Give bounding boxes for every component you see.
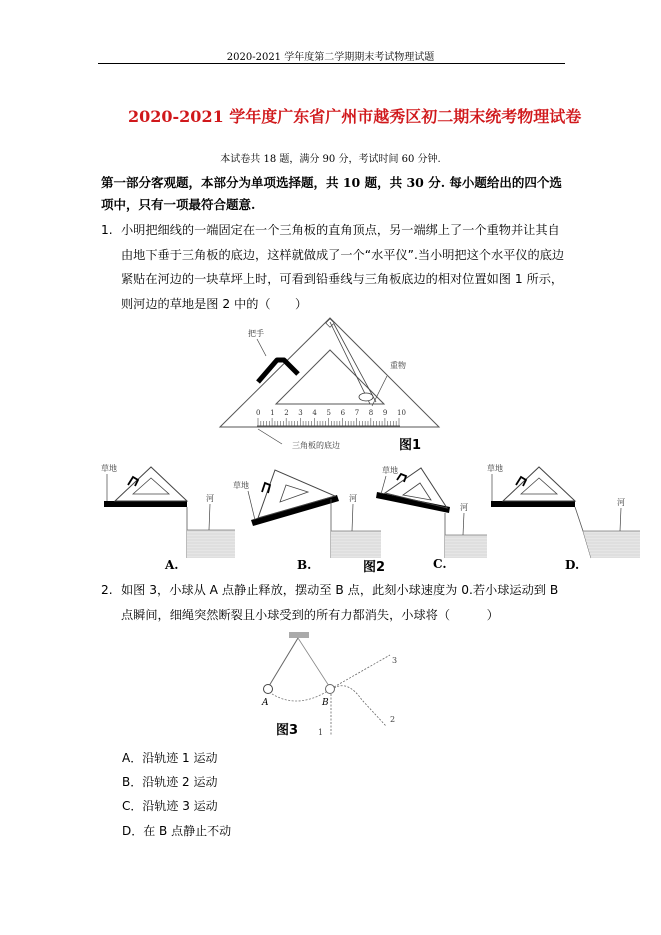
river-water: [187, 530, 235, 558]
option-d: D．在 B 点静止不动: [122, 824, 232, 838]
handle-icon: [258, 360, 298, 382]
figure-1-caption: 图1: [399, 438, 422, 453]
label-river: 河: [460, 503, 468, 512]
triangle: [503, 467, 575, 501]
river-water: [445, 535, 487, 558]
label-b: B: [322, 698, 329, 708]
option-b: B．沿轨迹 2 运动: [122, 775, 218, 789]
figure-2-caption: 图2: [363, 560, 386, 573]
label-weight: 重物: [390, 361, 406, 370]
figure-3: [240, 628, 420, 743]
ruler-tick-label: 2: [284, 409, 289, 417]
river-pointer: [209, 504, 210, 530]
path-label-2: 2: [390, 715, 396, 724]
label-handle: 把手: [248, 329, 264, 338]
choice-b-diagram: [233, 470, 381, 572]
river-pointer: [352, 504, 353, 531]
page-title: 2020-2021 学年度广东省广州市越秀区初二期末统考物理试卷: [128, 107, 582, 126]
right-angle-mark: [326, 319, 334, 327]
ruler-tick-label: 3: [298, 409, 303, 417]
ruler-ticks: [258, 418, 399, 426]
handle-pointer: [257, 339, 266, 356]
base-pointer: [258, 429, 282, 444]
question-text: 小明把细线的一端固定在一个三角板的直角顶点，另一端绑上了一个重物并让其自由地下垂于三角板的底边，这样就做成了一个“水平仪”.当小明把这个水平仪的底边紧贴在河边的一块草坪上时，可看到铅垂线与三角板底边的相对位置如图 1 所示，则河边的草地是图 2 中的（ ）: [121, 223, 565, 311]
ruler-tick-label: 8: [368, 409, 374, 417]
ball-a: [264, 685, 273, 694]
ruler-tick-label: 7: [354, 409, 360, 417]
ruler-tick-label: 5: [326, 409, 331, 417]
grass-bar: [104, 501, 187, 507]
grass-pointer: [381, 476, 386, 494]
triangle-inner: [403, 483, 431, 500]
question-text: 如图 3，小球从 A 点静止释放，摆动至 B 点，此刻小球速度为 0.若小球运动到 B 点瞬间，细绳突然断裂且小球受到的所有力都消失，小球将（ ）: [121, 583, 559, 622]
figure-1: [200, 312, 460, 462]
grass-pointer: [248, 491, 255, 520]
swing-arc: [269, 692, 326, 701]
figure-2: [95, 458, 640, 573]
river-pointer: [463, 513, 464, 535]
label-base: 三角板的底边: [292, 441, 340, 450]
path-label-1: 1: [318, 728, 324, 737]
path-3: [334, 655, 390, 687]
river-water: [331, 531, 381, 558]
section-heading: 第一部分客观题，本部分为单项选择题，共 10 题，共 30 分. 每小题给出的四个选项中，只有一项最符合题意.: [101, 175, 562, 212]
label-a: A: [262, 698, 269, 708]
ruler-tick-label: 9: [382, 409, 388, 417]
ruler-tick-label: 10: [397, 409, 406, 417]
label-grass: 草地: [233, 481, 249, 490]
label-river: 河: [617, 498, 625, 507]
handle-icon: [397, 474, 406, 482]
ruler-tick-label: 6: [340, 409, 346, 417]
label-river: 河: [206, 494, 214, 503]
choice-a-diagram: [101, 463, 235, 572]
triangle: [115, 467, 187, 501]
path-2: [334, 686, 386, 726]
river-water: [583, 531, 640, 558]
ball-b: [326, 685, 335, 694]
handle-icon: [262, 483, 270, 493]
choice-c-label: C.: [433, 557, 447, 571]
label-river: 河: [349, 494, 357, 503]
choice-b-label: B.: [297, 558, 312, 572]
ruler-tick-label: 4: [312, 409, 317, 417]
ruler-tick-label: 1: [270, 409, 275, 417]
pivot-mount: [289, 632, 309, 638]
option-a: A．沿轨迹 1 运动: [122, 751, 218, 765]
string-to-b: [298, 638, 329, 686]
choice-c-diagram: [376, 465, 487, 571]
exam-note: 本试卷共 18 题，满分 90 分，考试时间 60 分钟.: [220, 154, 441, 165]
ruler-tick-label: 0: [256, 409, 261, 417]
weight-icon: [359, 393, 373, 401]
label-grass: 草地: [487, 464, 503, 473]
figure-3-caption: 图3: [276, 723, 299, 738]
weight-pointer: [372, 376, 387, 406]
choice-d-diagram: [487, 463, 640, 572]
question-number: 2.: [101, 583, 113, 597]
river-pointer: [620, 508, 621, 531]
choice-d-label: D.: [565, 558, 580, 572]
path-label-3: 3: [392, 656, 398, 665]
header-divider: [98, 63, 565, 64]
triangle-inner: [280, 485, 308, 502]
ruler-labels: [256, 409, 406, 417]
choice-a-label: A.: [165, 558, 179, 572]
label-grass: 草地: [101, 464, 117, 473]
plumb-line-2: [334, 324, 376, 402]
running-header: 2020-2021 学年度第二学期期末考试物理试题: [226, 52, 435, 63]
option-c: C．沿轨迹 3 运动: [122, 799, 218, 813]
label-grass: 草地: [382, 466, 398, 475]
question-number: 1.: [101, 223, 113, 237]
string-to-a: [269, 638, 298, 686]
plumb-line: [330, 322, 370, 404]
grass-bar: [491, 501, 575, 507]
